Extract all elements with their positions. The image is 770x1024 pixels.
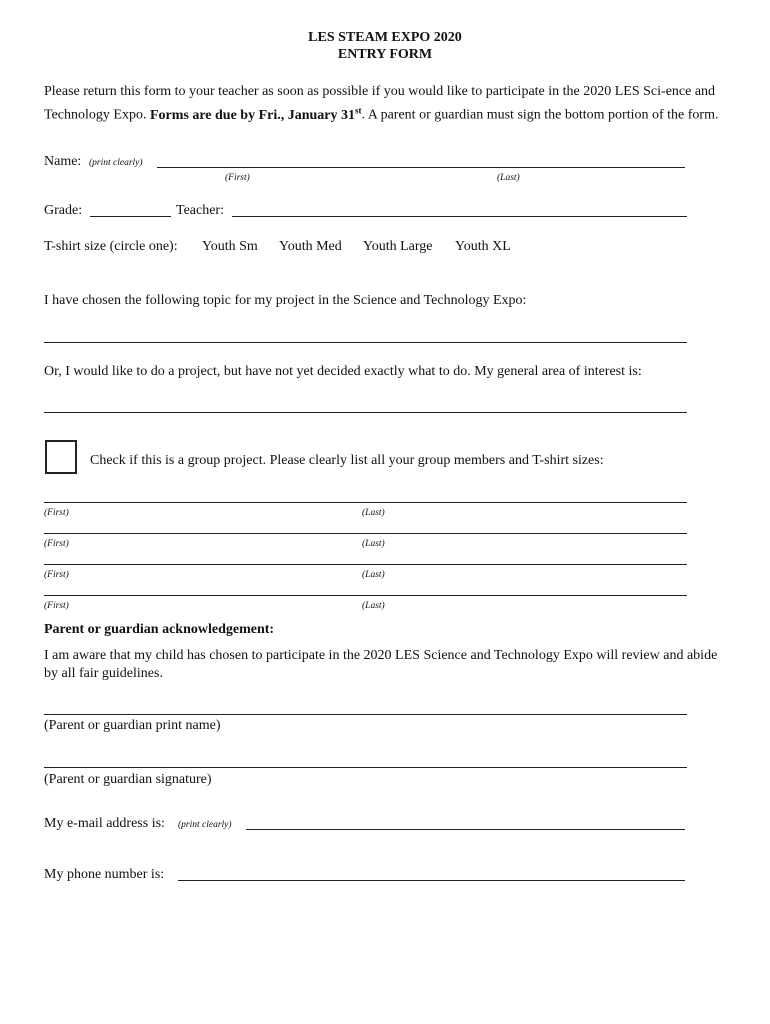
- tshirt-option-med[interactable]: Youth Med: [279, 239, 342, 254]
- group-first-caption-1: (First): [44, 508, 69, 518]
- tshirt-option-sm[interactable]: Youth Sm: [202, 239, 258, 254]
- intro-text-2: . A parent or guardian must sign the bottom portion of the form.: [361, 107, 719, 123]
- email-label: My e-mail address is:: [44, 816, 165, 831]
- name-hint: (print clearly): [89, 158, 143, 168]
- teacher-input-line[interactable]: [232, 216, 687, 217]
- interest-input-line[interactable]: [44, 412, 687, 413]
- name-last-caption: (Last): [497, 173, 520, 183]
- group-last-caption-1: (Last): [362, 508, 385, 518]
- phone-input-line[interactable]: [178, 880, 685, 881]
- email-input-line[interactable]: [246, 829, 685, 830]
- guardian-statement: I am aware that my child has chosen to participate in the 2020 LES Science and Technology Expo will review and abide by all fair guidelines.: [44, 648, 718, 681]
- group-last-caption-2: (Last): [362, 539, 385, 549]
- group-last-caption-4: (Last): [362, 601, 385, 611]
- tshirt-option-xl[interactable]: Youth XL: [455, 239, 511, 254]
- name-input-line[interactable]: [157, 167, 685, 168]
- page-subtitle: ENTRY FORM: [337, 47, 433, 62]
- group-first-caption-4: (First): [44, 601, 69, 611]
- guardian-heading: Parent or guardian acknowledgement:: [44, 622, 275, 637]
- group-last-caption-3: (Last): [362, 570, 385, 580]
- name-first-caption: (First): [225, 173, 250, 183]
- group-member-line-4[interactable]: [44, 595, 687, 596]
- group-first-caption-2: (First): [44, 539, 69, 549]
- group-first-caption-3: (First): [44, 570, 69, 580]
- group-member-line-1[interactable]: [44, 502, 687, 503]
- email-hint: (print clearly): [178, 820, 232, 830]
- page-title: LES STEAM EXPO 2020: [308, 30, 462, 45]
- intro-text: Please return this form to your teacher as soon as possible if you would like to participate in the 2020 LES Sci-ence and Technology Expo.: [44, 84, 716, 123]
- name-label: Name:: [44, 154, 82, 169]
- intro-paragraph: [44, 83, 724, 125]
- group-checkbox-label: Check if this is a group project. Please clearly list all your group members and T-shirt sizes:: [90, 453, 604, 468]
- guardian-name-caption: (Parent or guardian print name): [44, 718, 221, 733]
- guardian-name-line[interactable]: [44, 714, 687, 715]
- group-member-line-3[interactable]: [44, 564, 687, 565]
- guardian-signature-line[interactable]: [44, 767, 687, 768]
- group-project-checkbox[interactable]: [45, 440, 77, 474]
- group-member-line-2[interactable]: [44, 533, 687, 534]
- teacher-label: Teacher:: [176, 203, 224, 218]
- grade-label: Grade:: [44, 203, 83, 218]
- guardian-signature-caption: (Parent or guardian signature): [44, 772, 212, 787]
- due-date-bold: Forms are due by Fri., January 31: [149, 107, 356, 123]
- phone-label: My phone number is:: [44, 867, 165, 882]
- topic-prompt: I have chosen the following topic for my project in the Science and Technology Expo:: [44, 293, 527, 308]
- due-date-text: [149, 105, 362, 123]
- tshirt-option-large[interactable]: Youth Large: [363, 239, 433, 254]
- tshirt-label: T-shirt size (circle one):: [44, 239, 178, 254]
- interest-prompt: Or, I would like to do a project, but have not yet decided exactly what to do. My general area of interest is:: [44, 364, 642, 379]
- grade-input-line[interactable]: [90, 216, 171, 217]
- topic-input-line[interactable]: [44, 342, 687, 343]
- due-date-sup: st: [355, 105, 362, 115]
